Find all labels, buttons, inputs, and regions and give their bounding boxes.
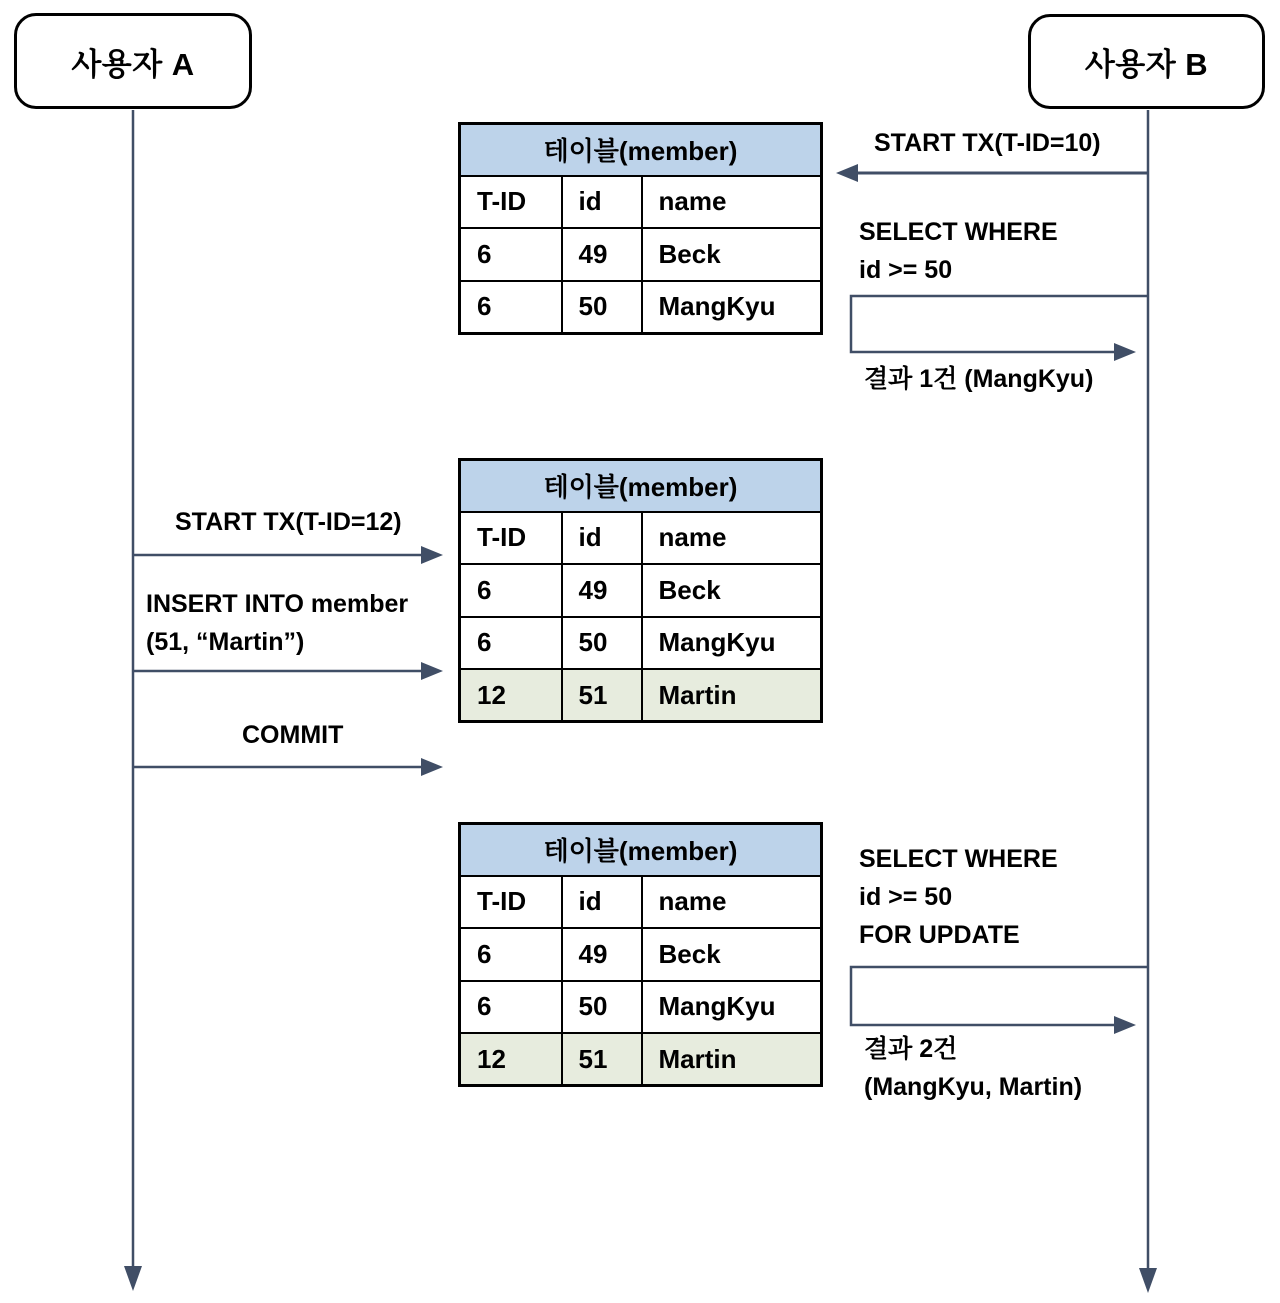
label-select-2-line2: id >= 50 [859,883,953,911]
label-select-1-line2: id >= 50 [859,256,953,284]
table-3-col-id: id [562,876,642,929]
cell: 6 [460,617,562,670]
label-insert [146,585,408,661]
cell: 6 [460,928,562,981]
cell: 6 [460,981,562,1034]
arrow-start-tx-b-head-icon [836,164,858,182]
lifeline-a-arrowhead-icon [124,1266,142,1291]
cell: 50 [562,281,642,334]
table-row [460,928,822,981]
table-2-header-row [460,512,822,565]
label-result-1: 결과 1건 (MangKyu) [864,365,1094,393]
table-row [460,617,822,670]
table-1-title: 테이블(member) [460,124,822,176]
cell: 12 [460,1033,562,1086]
member-table-2 [458,458,823,723]
label-select-2 [859,840,1058,954]
cell: MangKyu [642,617,822,670]
label-select-2-line1: SELECT WHERE [859,845,1058,873]
label-start-tx-b: START TX(T-ID=10) [874,129,1101,157]
cell: 49 [562,564,642,617]
label-commit: COMMIT [242,721,344,749]
arrow-select-2-loop [851,967,1148,1025]
table-1-col-id: id [562,176,642,229]
cell: Beck [642,564,822,617]
label-result-2-line2: (MangKyu, Martin) [864,1073,1083,1101]
cell: 12 [460,669,562,722]
member-table-3 [458,822,823,1087]
cell: 51 [562,1033,642,1086]
cell: Martin [642,669,822,722]
cell: 50 [562,617,642,670]
arrow-select-1-head-icon [1114,343,1136,361]
actor-user-b [1028,14,1265,109]
table-row [460,228,822,281]
table-2-col-name: name [642,512,822,565]
arrow-select-2-head-icon [1114,1016,1136,1034]
table-1-col-tid: T-ID [460,176,562,229]
cell: 6 [460,281,562,334]
cell: MangKyu [642,281,822,334]
arrow-select-1-loop [851,296,1148,352]
table-3-header-row [460,876,822,929]
table-2-col-tid: T-ID [460,512,562,565]
arrow-start-tx-a-head-icon [421,546,443,564]
arrow-commit-head-icon [421,758,443,776]
actor-user-b-label: 사용자 B [1084,47,1209,82]
cell: Beck [642,928,822,981]
cell: 6 [460,564,562,617]
table-1-header-row [460,176,822,229]
cell: 49 [562,228,642,281]
arrow-insert-head-icon [421,662,443,680]
cell: Beck [642,228,822,281]
actor-user-a [14,13,252,109]
label-insert-line2: (51, “Martin”) [146,628,305,656]
member-table-1 [458,122,823,335]
table-1-col-name: name [642,176,822,229]
table-3-col-name: name [642,876,822,929]
label-select-1 [859,213,1058,289]
cell: 6 [460,228,562,281]
label-start-tx-a: START TX(T-ID=12) [175,508,402,536]
table-row [460,281,822,334]
table-row [460,564,822,617]
cell: 50 [562,981,642,1034]
label-select-1-line1: SELECT WHERE [859,218,1058,246]
table-row [460,981,822,1034]
actor-user-a-label: 사용자 A [71,46,195,82]
table-2-col-id: id [562,512,642,565]
cell: MangKyu [642,981,822,1034]
cell: 51 [562,669,642,722]
table-2-title: 테이블(member) [460,460,822,512]
label-result-2 [864,1030,1082,1106]
table-3-title: 테이블(member) [460,824,822,876]
table-row-highlighted [460,1033,822,1086]
table-row-highlighted [460,669,822,722]
label-select-2-line3: FOR UPDATE [859,921,1020,949]
label-insert-line1: INSERT INTO member [146,590,409,618]
cell: 49 [562,928,642,981]
cell: Martin [642,1033,822,1086]
table-3-col-tid: T-ID [460,876,562,929]
label-result-2-line1: 결과 2건 [864,1035,958,1063]
lifeline-b-arrowhead-icon [1139,1268,1157,1293]
